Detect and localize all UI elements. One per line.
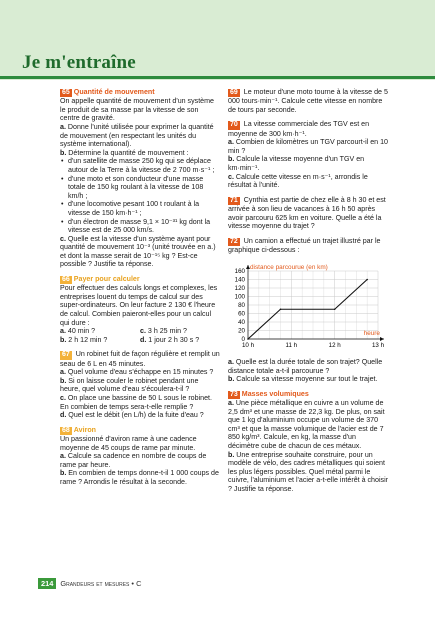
exercise-intro: On appelle quantité de mouvement d'un système le produit de sa masse par la vitesse de son centre de gravité. [60,97,214,123]
y-axis-label: distance parcourue (en km) [250,263,328,271]
question-text: Si on laisse couler le robinet pendant une heure, quel volume d'eau s'écoulera-t-il ? [60,376,199,394]
x-tick-label: 12 h [328,341,341,349]
exercise-text: Le moteur d'une moto tourne à la vitesse de 5 000 tours·min⁻¹. Calcule cette vitesse en nombre de tours par seconde. [228,88,388,114]
bullet-list [60,157,220,234]
question-text: En combien de temps donne-t-il 1 000 coups de rame ? Arrondis le résultat à la seconde. [60,469,219,486]
exercise-intro: Pour effectuer des calculs longs et complexes, les entreprises louent du temps de calcul sur des super-ordinateurs. On leur facture 2 130 € l'heure de calcul. Combien paieront-elles pour un calcul qui dure : [60,284,218,327]
list-item: • d'une moto et son conducteur d'une masse totale de 150 kg roulant à la vitesse de 108 km/h ; [68,175,220,201]
exercise-67 [60,350,220,419]
exercise-intro: La vitesse commerciale des TGV est en moyenne de 300 km·h⁻¹. [228,120,370,138]
question-text: Détermine la quantité de mouvement : [68,148,189,157]
exercise-number: 69 [230,89,238,96]
exercise-number: 67 [62,351,70,359]
y-tick-label: 20 [238,327,245,335]
option-text: 1 jour 2 h 30 s ? [148,335,200,344]
exercise-number: 73 [230,390,238,398]
header-rule [0,76,435,79]
question-label: b. [60,469,67,478]
question-text: On place une bassine de 50 L sous le robinet. En combien de temps sera-t-elle remplie ? [60,394,212,411]
exercise-number: 72 [230,237,238,245]
exercise-66 [60,275,220,344]
question-label: b. [228,375,235,384]
exercise-70 [228,120,388,189]
question-label: b. [228,155,235,164]
data-point [280,308,282,310]
question-label: a. [228,138,234,147]
question-text: Quelle est la vitesse d'un système ayant pour quantité de mouvement 10⁻³ (unité trouvée en a.) et dont la masse serait de 10⁻¹⁵ kg ? Est-ce possible ? Justifie ta réponse. [60,234,216,269]
question-label: b. [60,376,67,385]
footer-section: Grandeurs et mesures • C [60,579,142,588]
question-label: b. [228,450,235,459]
exercise-intro: Un robinet fuit de façon régulière et remplit un seau de 6 L en 45 minutes. [60,350,220,368]
question-text: Une pièce métallique en cuivre a un volume de 2,5 dm³ et une masse de 22,3 kg. De plus, on sait que 1 kg d'aluminium occupe un volume de 370 cm³ et que la masse volumique de l'acier est de 7 850 kg/m³. Calcule, en kg, la masse d'un décimètre cube de chacun de ces métaux. [228,399,385,451]
x-axis-label: heure [363,329,380,337]
question-text: Quel volume d'eau s'échappe en 15 minutes ? [67,368,214,377]
data-point [334,308,336,310]
exercise-68 [60,426,220,487]
option-text: 3 h 25 min ? [147,327,187,336]
question-label: a. [60,452,66,461]
x-axis-arrow [380,337,384,341]
question-text: Calcule la vitesse moyenne d'un TGV en km·min⁻¹. [228,155,365,172]
distance-time-chart [228,257,388,352]
question-label: a. [60,368,66,377]
page-footer [38,578,141,589]
x-tick-label: 11 h [285,341,298,349]
exercise-title: Payer pour calculer [73,275,140,284]
question-text: Calcule cette vitesse en m·s⁻¹, arrondis le résultat à l'unité. [228,172,368,190]
question-label: d. [60,411,67,420]
exercise-73 [228,390,388,494]
exercise-text: Cynthia est partie de chez elle à 8 h 30 et est arrivée à son lieu de vacances à 16 h 50 après avoir parcouru 625 km en voiture. Quelle a été la vitesse moyenne du trajet ? [228,195,386,231]
exercise-72 [228,237,388,384]
option-label: c. [140,327,146,336]
exercise-intro: Un passionné d'aviron rame à une cadence moyenne de 45 coups de rame par minute. [60,435,197,452]
question-text: Donne l'unité utilisée pour exprimer la quantité de mouvement (en respectant les unités du système international). [60,122,214,149]
data-point [366,278,368,280]
left-column [60,88,220,493]
y-tick-label: 40 [238,318,245,326]
right-column [228,88,388,500]
list-item: • d'une locomotive pesant 100 t roulant à la vitesse de 150 km·h⁻¹ ; [68,200,220,217]
question-text: Calcule sa vitesse moyenne sur tout le trajet. [236,375,378,384]
question-text: Quelle est la durée totale de son trajet? Quelle distance totale a-t-il parcourue ? [228,358,383,375]
exercise-title: Quantité de mouvement [73,88,155,96]
question-text: Une entreprise souhaite construire, pour un modèle de vélo, des cadres métalliques qui soient les plus légers possibles. Quel métal parmi le cuivre, l'aluminium et l'acier a-t-elle intérêt à choisir ? Justifie ta réponse. [228,450,389,494]
question-text: Quel est le débit (en L/h) de la fuite d'eau ? [68,411,204,420]
exercise-number: 68 [62,426,70,434]
y-tick-label: 120 [234,284,245,292]
question-label: a. [60,122,66,131]
option-text: 40 min ? [67,327,96,336]
exercise-number: 71 [230,196,238,204]
x-tick-label: 10 h [241,341,255,349]
x-tick-label: 13 h [371,341,385,349]
question-label: a. [228,399,234,408]
exercise-69 [228,88,388,114]
y-tick-label: 60 [238,310,245,318]
question-label: b. [60,148,67,157]
question-text: Combien de kilomètres un TGV parcourt-il en 10 min ? [228,138,388,155]
question-label: c. [60,394,66,403]
exercise-number: 70 [230,121,238,129]
question-label: a. [228,358,234,367]
exercise-71 [228,196,388,231]
y-tick-label: 100 [234,293,245,301]
option-text: 2 h 12 min ? [68,335,108,344]
y-tick-label: 140 [234,276,245,284]
y-tick-label: 0 [241,335,245,343]
option-label: a. [60,327,66,336]
series-line [248,279,367,339]
question-text: Calcule sa cadence en nombre de coups de rame par heure. [60,452,207,469]
option-label: b. [60,335,67,344]
y-tick-label: 160 [234,267,245,275]
exercise-intro: Un camion a effectué un trajet illustré par le graphique ci-dessous : [228,236,381,254]
exercise-number: 65 [62,89,70,96]
list-item: • d'un satellite de masse 250 kg qui se déplace autour de la Terre à la vitesse de 2 700 m·s⁻¹ ; [68,157,220,174]
page-number: 214 [38,578,56,589]
exercise-number: 66 [62,276,70,284]
exercise-title: Masses volumiques [241,389,309,398]
data-point [247,338,249,340]
list-item: • d'un électron de masse 9,1 × 10⁻³¹ kg dont la vitesse est de 25 000 km/s. [68,218,220,235]
exercise-title: Aviron [73,425,96,434]
exercise-65 [60,88,220,269]
option-label: d. [140,335,147,344]
y-tick-label: 80 [238,301,245,309]
page-title: Je m'entraîne [22,52,136,73]
question-label: c. [228,172,234,181]
question-label: c. [60,234,66,243]
